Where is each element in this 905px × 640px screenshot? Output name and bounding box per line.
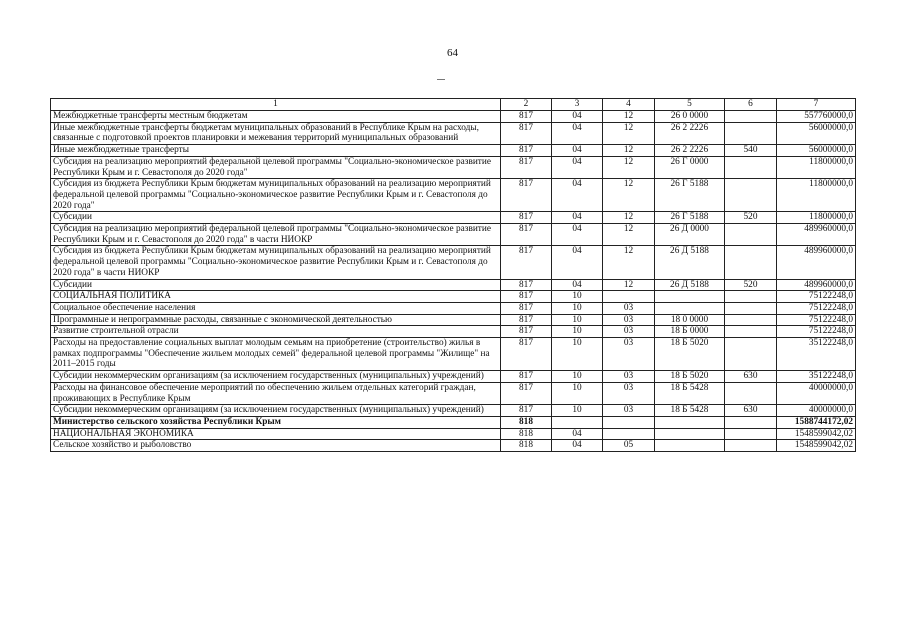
table-row xyxy=(51,326,856,338)
page-number: 64 xyxy=(447,47,458,59)
column-header-1: 1 xyxy=(51,99,501,111)
table-row xyxy=(51,338,856,371)
cell-subsection: 12 xyxy=(603,179,655,212)
column-header-2: 2 xyxy=(501,99,552,111)
cell-section: 04 xyxy=(552,246,603,279)
row-name: Расходы на предоставление социальных выплат молодым семьям на приобретение (строительство) жилья в рамках подпрограммы "Обеспечение жильем молодых семей" федеральной целевой программы "Жилище" на 2011–2015 годы xyxy=(51,338,501,371)
cell-target-article xyxy=(655,428,725,440)
cell-expense-type xyxy=(725,122,777,144)
cell-target-article: 26 0 0000 xyxy=(655,111,725,123)
table-body xyxy=(51,111,856,452)
table-row xyxy=(51,416,856,428)
cell-subsection: 12 xyxy=(603,279,655,291)
row-name: Межбюджетные трансферты местным бюджетам xyxy=(51,111,501,123)
row-name: Сельское хозяйство и рыболовство xyxy=(51,440,501,452)
row-name: Субсидии некоммерческим организациям (за исключением государственных (муниципальных) учреждений) xyxy=(51,405,501,417)
cell-section: 10 xyxy=(552,314,603,326)
cell-admin-code: 817 xyxy=(501,302,552,314)
cell-admin-code: 817 xyxy=(501,405,552,417)
budget-table xyxy=(50,98,856,452)
cell-expense-type: 540 xyxy=(725,145,777,157)
cell-amount: 11800000,0 xyxy=(777,156,856,178)
cell-subsection: 03 xyxy=(603,326,655,338)
cell-admin-code: 817 xyxy=(501,371,552,383)
cell-section: 04 xyxy=(552,428,603,440)
cell-admin-code: 818 xyxy=(501,428,552,440)
table-row xyxy=(51,382,856,404)
cell-admin-code: 817 xyxy=(501,382,552,404)
table-row xyxy=(51,246,856,279)
cell-section: 10 xyxy=(552,302,603,314)
cell-section: 04 xyxy=(552,212,603,224)
cell-target-article xyxy=(655,416,725,428)
table-row xyxy=(51,224,856,246)
cell-expense-type xyxy=(725,338,777,371)
cell-expense-type xyxy=(725,246,777,279)
column-header-4: 4 xyxy=(603,99,655,111)
row-name: Иные межбюджетные трансферты xyxy=(51,145,501,157)
header-row xyxy=(51,99,856,111)
cell-amount: 56000000,0 xyxy=(777,145,856,157)
cell-amount: 1548599042,02 xyxy=(777,440,856,452)
cell-expense-type xyxy=(725,428,777,440)
cell-section: 04 xyxy=(552,279,603,291)
cell-amount: 11800000,0 xyxy=(777,179,856,212)
cell-admin-code: 817 xyxy=(501,326,552,338)
cell-amount: 56000000,0 xyxy=(777,122,856,144)
cell-admin-code: 817 xyxy=(501,122,552,144)
column-header-6: 6 xyxy=(725,99,777,111)
cell-section: 10 xyxy=(552,326,603,338)
cell-subsection xyxy=(603,291,655,303)
cell-admin-code: 817 xyxy=(501,179,552,212)
cell-subsection: 12 xyxy=(603,156,655,178)
cell-target-article: 18 0 0000 xyxy=(655,314,725,326)
cell-subsection: 03 xyxy=(603,302,655,314)
cell-section: 04 xyxy=(552,156,603,178)
cell-target-article: 26 2 2226 xyxy=(655,145,725,157)
cell-amount: 489960000,0 xyxy=(777,224,856,246)
cell-expense-type xyxy=(725,291,777,303)
cell-expense-type xyxy=(725,326,777,338)
cell-amount: 1548599042,02 xyxy=(777,428,856,440)
cell-expense-type: 630 xyxy=(725,371,777,383)
cell-subsection: 12 xyxy=(603,212,655,224)
column-header-5: 5 xyxy=(655,99,725,111)
cell-expense-type xyxy=(725,382,777,404)
cell-subsection: 03 xyxy=(603,314,655,326)
table-row xyxy=(51,179,856,212)
cell-admin-code: 817 xyxy=(501,246,552,279)
cell-expense-type xyxy=(725,416,777,428)
table-row xyxy=(51,291,856,303)
table-row xyxy=(51,371,856,383)
row-name: Расходы на финансовое обеспечение мероприятий по обеспечению жильем отдельных категорий граждан, проживающих в Республике Крым xyxy=(51,382,501,404)
cell-subsection: 03 xyxy=(603,338,655,371)
cell-section: 04 xyxy=(552,179,603,212)
cell-section: 04 xyxy=(552,224,603,246)
cell-admin-code: 817 xyxy=(501,145,552,157)
cell-amount: 75122248,0 xyxy=(777,326,856,338)
cell-amount: 1588744172,02 xyxy=(777,416,856,428)
cell-amount: 489960000,0 xyxy=(777,279,856,291)
cell-admin-code: 817 xyxy=(501,338,552,371)
row-name: Субсидии xyxy=(51,279,501,291)
cell-expense-type: 520 xyxy=(725,212,777,224)
cell-amount: 557760000,0 xyxy=(777,111,856,123)
cell-admin-code: 818 xyxy=(501,416,552,428)
table-row xyxy=(51,111,856,123)
row-name: Программные и непрограммные расходы, связанные с экономической деятельностью xyxy=(51,314,501,326)
cell-expense-type xyxy=(725,224,777,246)
cell-target-article: 18 Б 5020 xyxy=(655,338,725,371)
cell-admin-code: 817 xyxy=(501,291,552,303)
row-name: Иные межбюджетные трансферты бюджетам муниципальных образований в Республике Крым на расходы, связанные с подготовкой проектов планировки и межевания территорий муниципальных образований xyxy=(51,122,501,144)
cell-expense-type xyxy=(725,314,777,326)
table-row xyxy=(51,302,856,314)
cell-subsection: 03 xyxy=(603,371,655,383)
row-name: Развитие строительной отрасли xyxy=(51,326,501,338)
cell-expense-type: 630 xyxy=(725,405,777,417)
row-name: Министерство сельского хозяйства Республики Крым xyxy=(51,416,501,428)
cell-amount: 75122248,0 xyxy=(777,302,856,314)
cell-admin-code: 817 xyxy=(501,212,552,224)
row-name: Субсидия из бюджета Республики Крым бюджетам муниципальных образований на реализацию мероприятий федеральной целевой программы "Социально-экономическое развитие Республики Крым и г. Севастополя до 2020 года" в части НИОКР xyxy=(51,246,501,279)
cell-target-article: 18 Б 5020 xyxy=(655,371,725,383)
row-name: Социальное обеспечение населения xyxy=(51,302,501,314)
cell-subsection: 12 xyxy=(603,145,655,157)
cell-section: 04 xyxy=(552,440,603,452)
cell-target-article: 26 Д 0000 xyxy=(655,224,725,246)
cell-admin-code: 818 xyxy=(501,440,552,452)
cell-target-article xyxy=(655,302,725,314)
cell-target-article: 18 Б 5428 xyxy=(655,405,725,417)
cell-section: 10 xyxy=(552,371,603,383)
row-name: Субсидии некоммерческим организациям (за исключением государственных (муниципальных) учреждений) xyxy=(51,371,501,383)
cell-admin-code: 817 xyxy=(501,279,552,291)
cell-target-article: 26 Г 0000 xyxy=(655,156,725,178)
table-row xyxy=(51,145,856,157)
scan-mark xyxy=(437,79,445,80)
table-row xyxy=(51,405,856,417)
row-name: Субсидия из бюджета Республики Крым бюджетам муниципальных образований на реализацию мероприятий федеральной целевой программы "Социально-экономическое развитие Республики Крым и г. Севастополя до 2020 года" xyxy=(51,179,501,212)
cell-target-article: 26 Д 5188 xyxy=(655,246,725,279)
cell-subsection xyxy=(603,428,655,440)
cell-amount: 35122248,0 xyxy=(777,338,856,371)
cell-target-article: 26 Д 5188 xyxy=(655,279,725,291)
row-name: Субсидии xyxy=(51,212,501,224)
cell-subsection xyxy=(603,416,655,428)
cell-section: 04 xyxy=(552,122,603,144)
cell-expense-type xyxy=(725,156,777,178)
cell-amount: 489960000,0 xyxy=(777,246,856,279)
cell-admin-code: 817 xyxy=(501,156,552,178)
table-row xyxy=(51,440,856,452)
row-name: НАЦИОНАЛЬНАЯ ЭКОНОМИКА xyxy=(51,428,501,440)
cell-subsection: 12 xyxy=(603,246,655,279)
cell-target-article xyxy=(655,291,725,303)
cell-target-article: 26 Г 5188 xyxy=(655,212,725,224)
cell-amount: 40000000,0 xyxy=(777,382,856,404)
table-row xyxy=(51,212,856,224)
cell-admin-code: 817 xyxy=(501,314,552,326)
cell-admin-code: 817 xyxy=(501,224,552,246)
cell-subsection: 12 xyxy=(603,122,655,144)
cell-section xyxy=(552,416,603,428)
cell-subsection: 12 xyxy=(603,111,655,123)
cell-amount: 75122248,0 xyxy=(777,314,856,326)
row-name: Субсидия на реализацию мероприятий федеральной целевой программы "Социально-экономическое развитие Республики Крым и г. Севастополя до 2020 года" в части НИОКР xyxy=(51,224,501,246)
cell-section: 10 xyxy=(552,382,603,404)
table-row xyxy=(51,428,856,440)
cell-amount: 75122248,0 xyxy=(777,291,856,303)
row-name: Субсидия на реализацию мероприятий федеральной целевой программы "Социально-экономическое развитие Республики Крым и г. Севастополя до 2020 года" xyxy=(51,156,501,178)
cell-amount: 40000000,0 xyxy=(777,405,856,417)
column-header-3: 3 xyxy=(552,99,603,111)
table-row xyxy=(51,156,856,178)
cell-target-article: 18 Б 5428 xyxy=(655,382,725,404)
cell-expense-type: 520 xyxy=(725,279,777,291)
cell-section: 10 xyxy=(552,291,603,303)
cell-section: 04 xyxy=(552,111,603,123)
row-name: СОЦИАЛЬНАЯ ПОЛИТИКА xyxy=(51,291,501,303)
cell-admin-code: 817 xyxy=(501,111,552,123)
column-header-7: 7 xyxy=(777,99,856,111)
cell-expense-type xyxy=(725,179,777,212)
cell-section: 10 xyxy=(552,338,603,371)
table-row xyxy=(51,314,856,326)
cell-target-article: 26 2 2226 xyxy=(655,122,725,144)
cell-subsection: 12 xyxy=(603,224,655,246)
cell-amount: 35122248,0 xyxy=(777,371,856,383)
cell-expense-type xyxy=(725,111,777,123)
cell-expense-type xyxy=(725,440,777,452)
table-row xyxy=(51,122,856,144)
cell-section: 04 xyxy=(552,145,603,157)
cell-subsection: 05 xyxy=(603,440,655,452)
cell-subsection: 03 xyxy=(603,382,655,404)
cell-amount: 11800000,0 xyxy=(777,212,856,224)
cell-target-article: 18 Б 0000 xyxy=(655,326,725,338)
cell-subsection: 03 xyxy=(603,405,655,417)
cell-section: 10 xyxy=(552,405,603,417)
cell-expense-type xyxy=(725,302,777,314)
table-row xyxy=(51,279,856,291)
cell-target-article: 26 Г 5188 xyxy=(655,179,725,212)
cell-target-article xyxy=(655,440,725,452)
